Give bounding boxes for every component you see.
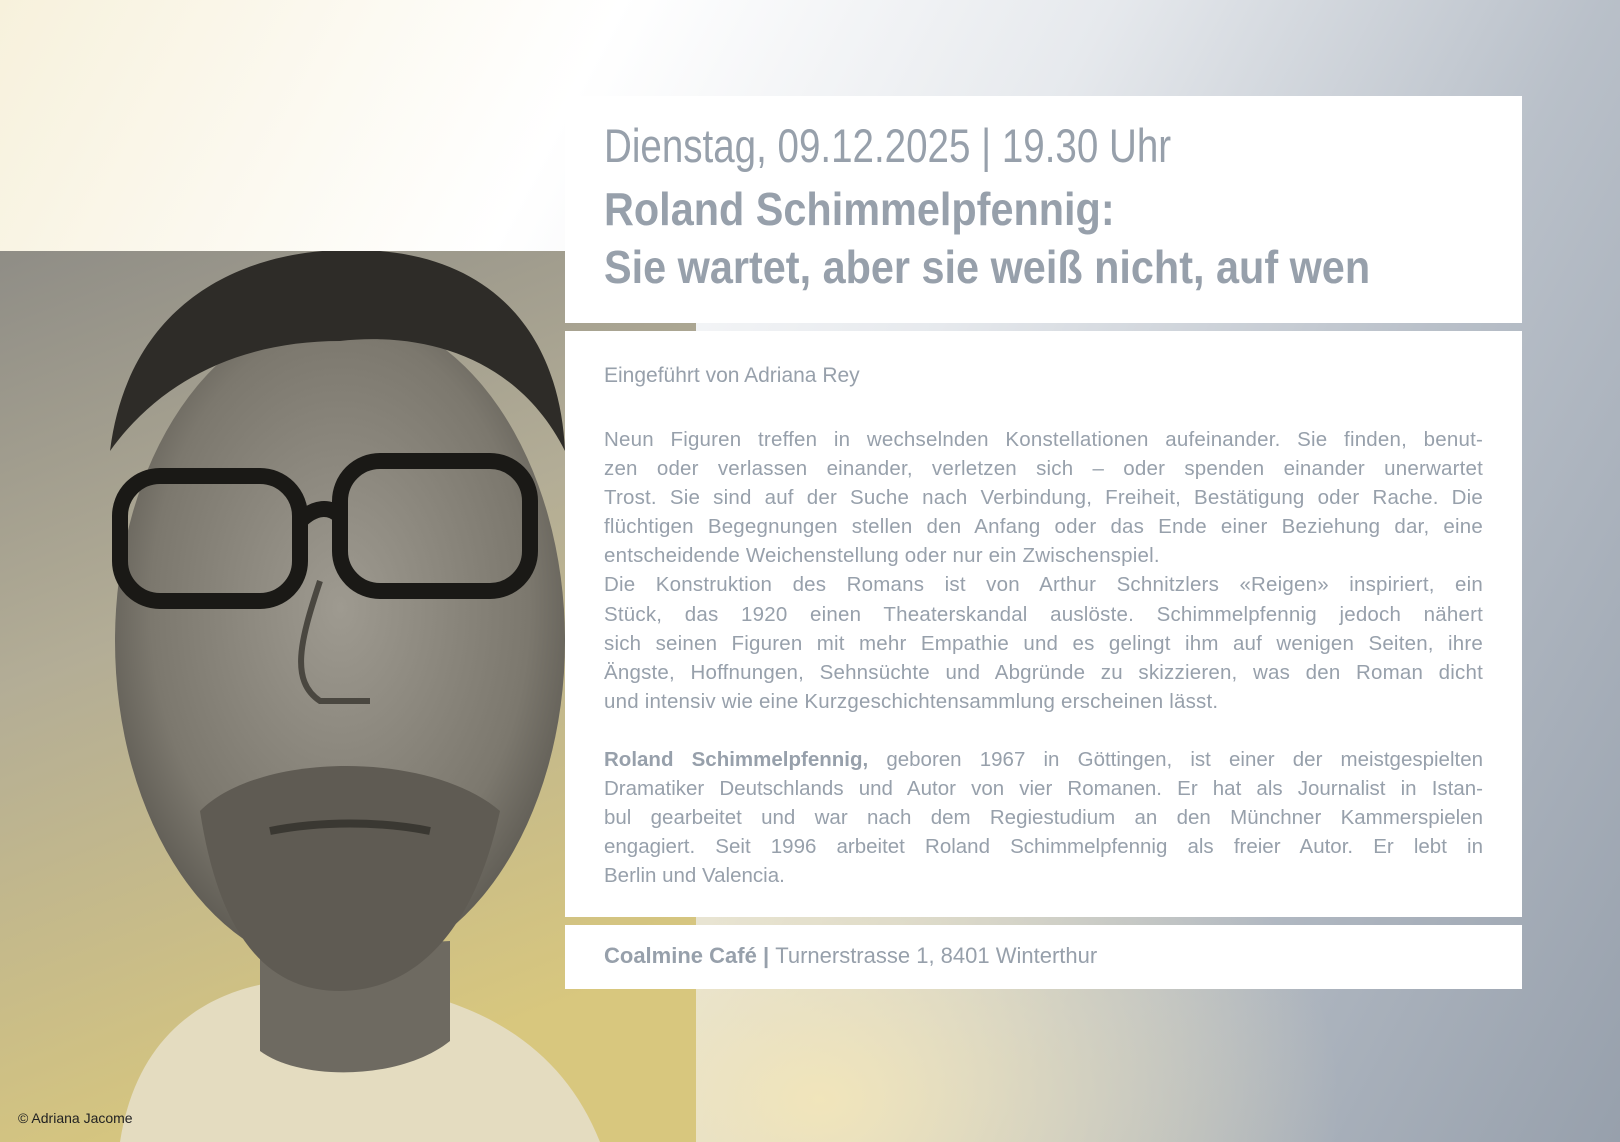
bio-line: bul gearbeitet und war nach dem Regiestudium an den Münchner Kammerspielen	[604, 806, 1483, 830]
bio-author-name: Roland Schimmelpfennig,	[604, 748, 869, 771]
description-line: Die Konstruktion des Romans ist von Arthur Schnitzlers «Reigen» inspiriert, ein	[604, 573, 1483, 597]
introduced-by: Eingeführt von Adriana Rey	[604, 364, 860, 387]
event-title-author: Roland Schimmelpfennig:	[604, 183, 1115, 235]
bio-line: engagiert. Seit 1996 arbeitet Roland Schimmelpfennig als freier Autor. Er lebt in	[604, 835, 1483, 859]
bio-line: Berlin und Valencia.	[604, 864, 785, 888]
bio-text: geboren 1967 in Göttingen, ist einer der meistgespielten	[868, 748, 1483, 771]
photo-credit: © Adriana Jacome	[18, 1110, 133, 1126]
author-bio	[604, 745, 1483, 890]
venue-address: Turnerstrasse 1, 8401 Winterthur	[775, 943, 1098, 968]
description-line: Trost. Sie sind auf der Suche nach Verbindung, Freiheit, Bestätigung oder Rache. Die	[604, 486, 1483, 510]
description-line: zen oder verlassen einander, verletzen sich – oder spenden einander unerwartet	[604, 457, 1483, 481]
venue-name: Coalmine Café	[604, 943, 757, 968]
bio-line	[604, 745, 1483, 774]
venue-separator: |	[756, 943, 776, 968]
description-line: Ängste, Hoffnungen, Sehnsüchte und Abgründe zu skizzieren, was den Roman dicht	[604, 660, 1483, 684]
event-date-time: Dienstag, 09.12.2025 | 19.30 Uhr	[604, 119, 1172, 172]
venue-info	[604, 943, 1097, 969]
description-line: Stück, das 1920 einen Theaterskandal auslöste. Schimmelpfennig jedoch nähert	[604, 602, 1483, 626]
description-line: Neun Figuren treffen in wechselnden Konstellationen aufeinander. Sie finden, benut-	[604, 428, 1483, 451]
bio-line: Dramatiker Deutschlands und Autor von vier Romanen. Er hat als Journalist in Istan-	[604, 777, 1483, 801]
description-line: sich seinen Figuren mit mehr Empathie und es gelingt ihm auf wenigen Seiten, ihre	[604, 631, 1483, 655]
event-header	[565, 96, 1522, 323]
event-description	[565, 331, 1522, 917]
event-title-book: Sie wartet, aber sie weiß nicht, auf wen	[604, 241, 1371, 293]
description-line: flüchtigen Begegnungen stellen den Anfang oder das Ende einer Beziehung dar, eine	[604, 515, 1483, 539]
venue-footer	[565, 925, 1522, 989]
description-line: entscheidende Weichenstellung oder nur ein Zwischenspiel.	[604, 544, 1160, 568]
description-line: und intensiv wie eine Kurzgeschichtensammlung erscheinen lässt.	[604, 689, 1219, 713]
book-description	[604, 425, 1483, 716]
